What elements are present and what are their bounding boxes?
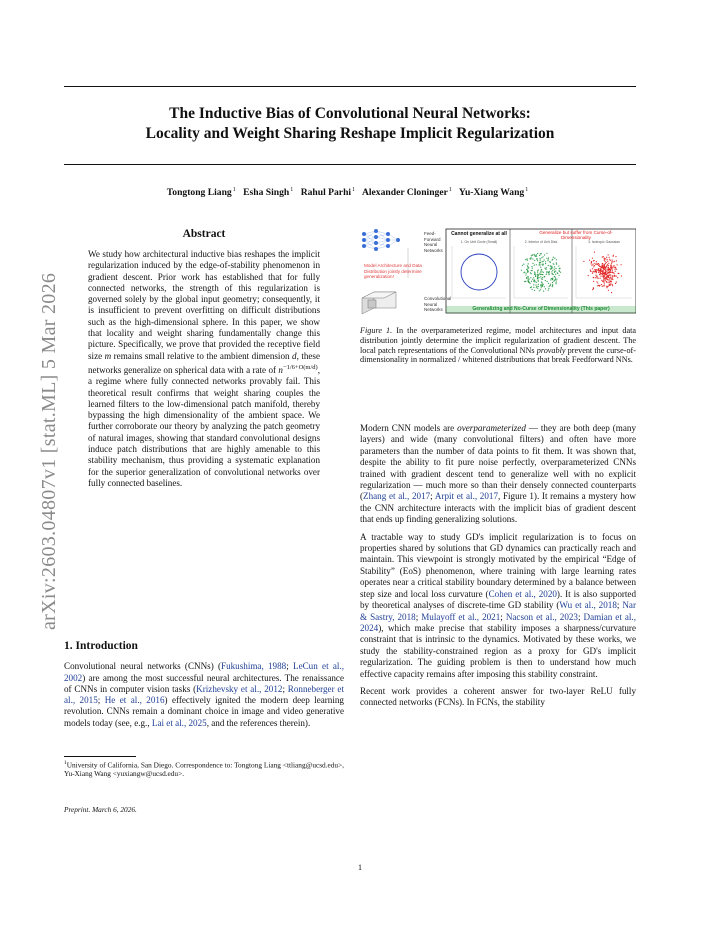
author-name: Rahul Parhi bbox=[300, 187, 352, 199]
author-name: Esha Singh bbox=[243, 187, 290, 199]
footnote-rule bbox=[64, 756, 136, 757]
caption-text: In the overparameterized regime, model architectures and input data distribution jointly determine the implicit regularization of gradient descent. The local patch representations of the Convolutional NNs bbox=[360, 326, 636, 355]
caption-emphasis: provably bbox=[536, 345, 566, 355]
ffn-network-icon bbox=[362, 229, 400, 251]
paper-title bbox=[64, 104, 636, 144]
cnn-block-icon bbox=[362, 292, 396, 314]
title-line-1: The Inductive Bias of Convolutional Neural Networks: bbox=[169, 105, 531, 122]
citation-link[interactable]: Cohen et al., 2020 bbox=[488, 588, 557, 599]
math-rate-base: n bbox=[278, 365, 283, 375]
citation-link[interactable]: Mulayoff et al., 2021 bbox=[421, 611, 501, 622]
cnn-label: Convolutional Neural Networks bbox=[424, 296, 452, 312]
title-line-2: Locality and Weight Sharing Reshape Implicit Regularization bbox=[145, 125, 555, 142]
abstract-body bbox=[88, 249, 320, 489]
body-paragraph: Recent work provides a coherent answer for two-layer ReLU fully connected networks (FCNs). In FCNs, the stability bbox=[360, 685, 636, 708]
abstract-text: , these networks generalize on spherical data with a rate of bbox=[88, 350, 321, 375]
citation-link[interactable]: Wu et al., 2018 bbox=[559, 600, 617, 611]
ffn-label: Feed-Forward Neural Networks bbox=[424, 231, 443, 253]
intro-paragraph: Convolutional neural networks (CNNs) (Fukushima, 1988; LeCun et al., 2002) are among the most successful neural architectures. The renaissance of CNNs in computer vision tasks (Krizhevsky et al., 2012; Ronneberger et al., 2015; He et al., 2016) effectively ignited the modern deep learning revolution. CNNs remain a dominant choice in image and video generative models today (see, e.g., Lai et al., 2025, and the references therein). bbox=[64, 661, 344, 728]
introduction-section bbox=[64, 641, 344, 729]
unit-circle-plot bbox=[461, 254, 497, 290]
citation-link[interactable]: Nacson et al., 2023 bbox=[505, 611, 578, 622]
arxiv-id: arXiv:2603.04807v1 [stat.ML] 5 Mar 2026 bbox=[38, 272, 60, 630]
abstract-text: , a regime where fully connected networks provably fail. This theoretical result confirms that weight sharing couples the learned filters to the low-dimensional patch manifold, thereby bypassing the high dimensionality of the ambient space. We further corroborate our theory by analyzing the patch geometry of natural images, showing that standard convolutional designs induce patch distributions that are highly amenable to this stability mechanism, thus providing a systematic explanation for the superior generalization of convolutional networks over fully connected baselines. bbox=[88, 365, 320, 488]
bottom-banner: Generalizing and No-Curse of Dimensionality (This paper) bbox=[472, 306, 610, 312]
footnote-text: University of California, San Diego. Correspondence to: Tongtong Liang <ttliang@ucsd.edu>, Yu-Xiang Wang <yuxiangw@ucsd.edu>. bbox=[64, 760, 344, 779]
gaussian-scatter bbox=[583, 252, 622, 294]
citation-link[interactable]: Damian et al., 2024 bbox=[360, 611, 636, 633]
figure-caption bbox=[360, 326, 636, 365]
author-affiliation: 1 bbox=[352, 187, 356, 193]
title-rule-top bbox=[64, 86, 636, 87]
author-affiliation: 1 bbox=[448, 187, 452, 193]
citation-link[interactable]: Krizhevsky et al., 2012 bbox=[196, 683, 283, 694]
section-heading: 1. Introduction bbox=[64, 640, 138, 652]
footnote-mark: 1 bbox=[64, 760, 67, 766]
abstract-text: We study how architectural inductive bias reshapes the implicit regularization induced by the edge-of-stability phenomenon in gradient descent. Prior work has established that for fully connected networks, the strength of this regularization is governed solely by the global input geometry; consequently, it is insufficient to prevent overfitting on difficult distributions such as the high-dimensional sphere. In this paper, we show that locality and weight sharing fundamentally change this picture. Specifically, we prove that provided the receptive field size bbox=[88, 249, 320, 361]
math-d: d bbox=[292, 350, 297, 361]
math-rate-exponent: −1/6+O(m/d) bbox=[282, 363, 318, 371]
footnote bbox=[64, 759, 344, 778]
citation-link[interactable]: LeCun et al., 2002 bbox=[64, 661, 344, 683]
page-number: 1 bbox=[357, 862, 363, 872]
citation-link[interactable]: Nar & Sastry, 2018 bbox=[360, 600, 636, 622]
citation-link[interactable]: Lai et al., 2025 bbox=[151, 717, 207, 728]
panel-1-title: 1. On Unit Circle (Small) bbox=[460, 240, 498, 244]
abstract-heading: Abstract bbox=[182, 228, 226, 240]
citation-link[interactable]: Ronneberger et al., 2015 bbox=[64, 683, 344, 706]
arxiv-stamp bbox=[18, 250, 58, 630]
citation-link[interactable]: Zhang et al., 2017 bbox=[363, 491, 431, 502]
right-column-body bbox=[360, 423, 636, 715]
figure-1 bbox=[360, 228, 636, 320]
citation-link[interactable]: Fukushima, 1988 bbox=[221, 661, 287, 672]
box-left-title: Cannot generalize at all bbox=[451, 231, 507, 237]
author-name: Alexander Cloninger bbox=[361, 187, 448, 199]
caption-label: Figure 1. bbox=[360, 326, 393, 335]
red-note: Model Architecture and Data Distribution jointly determine generalization! bbox=[364, 263, 422, 280]
author-name: Tongtong Liang bbox=[166, 187, 232, 199]
citation-link[interactable]: He et al., 2016 bbox=[104, 695, 165, 706]
citation-link[interactable]: Arpit et al., 2017 bbox=[434, 491, 498, 502]
preprint-note: Preprint. March 6, 2026. bbox=[64, 805, 137, 814]
box-right-title: Generalize but suffer from Curse-of-Dimensionality bbox=[539, 230, 613, 241]
body-paragraph: Modern CNN models are overparameterized — they are both deep (many layers) and wide (many convolutional filters) and often have more parameters than the number of data points to fit them. It was shown that, despite the ability to fit pure noise perfectly, overparameterized CNNs trained with gradient descent tend to generalize well with no explicit regularization — much more so than their densely connected counterparts (Zhang et al., 2017; Arpit et al., 2017, Figure 1). It remains a mystery how the CNN architecture interacts with the implicit bias of gradient descent that ends up finding generalizing solutions. bbox=[360, 423, 636, 525]
body-paragraph: A tractable way to study GD's implicit regularization is to focus on properties shared by solutions that GD dynamics can practically reach and maintain. This viewpoint is strongly motivated by the empirical “Edge of Stability” (EoS) phenomenon, where training with large learning rates operates near a critical stability boundary determined by a balance between step size and local loss curvature (Cohen et al., 2020). It is also supported by theoretical analyses of discrete-time GD stability (Wu et al., 2018; Nar & Sastry, 2018; Mulayoff et al., 2021; Nacson et al., 2023; Damian et al., 2024), which make precise that stability imposes a sharpness/curvature constraint that is intrinsic to the dynamics. Motivated by these works, we study the stability-constrained region as a proxy for GD's implicit regularization. The guiding problem is then to understand how much effective capacity remains after imposing this stability constraint. bbox=[360, 531, 636, 679]
panel-2-title: 2. Interior of Unit Disk bbox=[524, 240, 558, 244]
math-m: m bbox=[104, 350, 112, 361]
author-name: Yu-Xiang Wang bbox=[458, 187, 525, 199]
author-affiliation: 1 bbox=[232, 187, 236, 193]
panel-3-title: 3. Isotropic Gaussian bbox=[588, 240, 620, 244]
title-rule-bottom bbox=[64, 164, 636, 165]
author-affiliation: 1 bbox=[525, 187, 529, 193]
caption-text: prevent the curse-of-dimensionality in normalized / whitened distributions that break Feedforward NNs. bbox=[360, 345, 636, 365]
unit-disk-scatter bbox=[521, 253, 561, 292]
author-affiliation: 1 bbox=[290, 187, 294, 193]
abstract-text: remains small relative to the ambient dimension bbox=[111, 350, 293, 361]
author-list bbox=[64, 187, 636, 198]
